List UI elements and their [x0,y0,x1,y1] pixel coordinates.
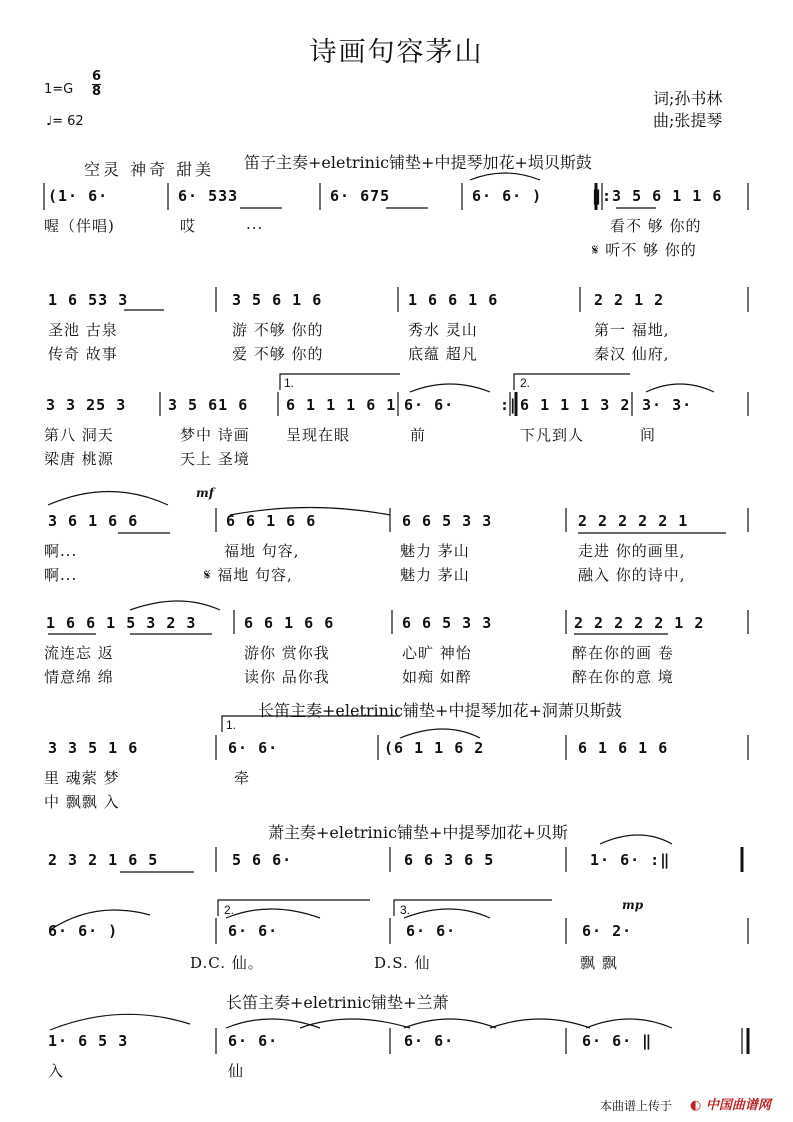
lyric-r2-8: 秦汉 仙府, [594,345,670,363]
notes-r5-m3: 6 6 5 3 3 [402,614,493,632]
instrument-note-3: 萧主奏+eletrinic铺垫+中提琴加花+贝斯 [268,823,568,842]
lyric-r1-4: 看不 够 你的 [610,217,702,235]
lyric-r3-1: 第八 洞天 [44,426,114,444]
logo-icon: ◐ [690,1098,702,1113]
notes-r1-m1: (1· 6· [48,187,109,205]
style-tag: 空灵 神奇 甜美 [84,160,215,179]
instrument-note-1: 笛子主奏+eletrinic铺垫+中提琴加花+埙贝斯鼓 [244,153,592,172]
notes-r6-m4: 6 1 6 1 6 [578,739,669,757]
lyric-r8-3: 飘 飘 [580,954,618,972]
notes-r9-m4: 6· 6· ‖ [582,1032,653,1050]
notes-r8-m1: 6· 6· ) [48,922,119,940]
lyric-r6-1: 里 魂萦 梦 [44,769,120,787]
lyric-r9-2: 仙 [228,1062,245,1080]
volta-4: 2. [224,903,235,917]
lyric-r4-7: 魅力 茅山 [400,566,470,584]
lyric-r5-8: 醉在你的意 境 [572,668,674,686]
notes-r8-m4: 6· 2· [582,922,633,940]
notes-r2-m3: 1 6 6 1 6 [408,291,499,309]
lyric-r5-2: 游你 赏你我 [244,644,330,662]
upload-note: 本曲谱上传于 [600,1099,673,1113]
lyric-r4-1: 啊... [44,542,78,560]
lyric-r5-7: 如痴 如醉 [402,668,472,686]
lyric-r3-8: 天上 圣境 [180,450,250,468]
volta-2: 2. [520,376,531,390]
notes-r9-m2: 6· 6· [228,1032,279,1050]
lyric-r4-2: 福地 句容, [224,542,300,560]
notes-r1-m3: 6· 675 [330,187,391,205]
notes-r3-m4: 6· 6· [404,396,455,414]
notes-r5-m2: 6 6 1 6 6 [244,614,335,632]
logo-text: 中国曲谱网 [705,1098,771,1113]
lyric-r5-5: 情意绵 绵 [44,668,114,686]
notes-r3-m3: 6 1 1 1 6 1 [286,396,397,414]
lyric-r1-1: 喔（伴唱) [44,217,115,235]
lyric-r5-4: 醉在你的画 卷 [572,644,674,662]
lyric-r5-6: 读你 品你我 [244,668,330,686]
song-title: 诗画句容茅山 [309,37,484,68]
notes-r7-m1: 2 3 2 1 6 5 [48,851,159,869]
lyric-r9-1: 入 [48,1062,65,1080]
lyric-r3-4: 前 [410,426,427,444]
lyric-r8-2: D.S. 仙 [374,954,431,972]
time-signature-top: 6 [92,69,102,84]
notes-r2-m4: 2 2 1 2 [594,291,665,309]
lyric-r4-8: 融入 你的诗中, [578,566,686,584]
lyric-r2-6: 爱 不够 你的 [232,345,324,363]
notes-r3-m1: 3 3 25 3 [46,396,127,414]
lyric-r1-2: 哎 [180,217,197,235]
lyric-r3-3: 呈现在眼 [286,426,351,444]
notes-r5-m1: 1 6 6 1 5 3 2 3 [46,614,197,632]
notes-r3-m2: 3 5 61 6 [168,396,249,414]
volta-3: 1. [226,718,237,732]
dynamic-mp: mp [622,898,644,912]
lyric-r2-4: 第一 福地, [594,321,670,339]
notes-r1-m2: 6· 533 [178,187,239,205]
lyric-r3-2: 梦中 诗画 [180,426,250,444]
lyric-r4-4: 走进 你的画里, [578,542,686,560]
key-signature: 1=G [44,82,74,97]
notes-r1-m5: ‖:3 5 6 1 1 6 [592,187,723,205]
notes-r9-m3: 6· 6· [404,1032,455,1050]
notes-r3-m6: 3· 3· [642,396,693,414]
lyric-r6-3: 中 飘飘 入 [44,793,120,811]
volta-5: 3. [400,903,411,917]
notes-r6-m1: 3 3 5 1 6 [48,739,139,757]
notes-r3-m5: :‖6 1 1 1 3 2 [500,396,631,414]
notes-r5-m4: 2 2 2 2 2 1 2 [574,614,705,632]
site-logo [690,1094,771,1113]
lyricist-credit: 词;孙书林 [653,89,723,108]
lyric-r6-2: 牵 [234,769,251,787]
notes-r4-m3: 6 6 5 3 3 [402,512,493,530]
notes-r7-m2: 5 6 6· [232,851,293,869]
lyric-r3-6: 间 [640,426,657,444]
lyric-r4-5: 啊... [44,566,78,584]
instrument-note-2: 长笛主奏+eletrinic铺垫+中提琴加花+洞萧贝斯鼓 [258,701,622,720]
lyric-r1-alt: 𝄋 听不 够 你的 [592,241,697,259]
lyric-r5-3: 心旷 神怡 [402,644,472,662]
lyric-r2-2: 游 不够 你的 [232,321,324,339]
notes-r9-m1: 1· 6 5 3 [48,1032,129,1050]
notes-r7-m3: 6 6 3 6 5 [404,851,495,869]
notes-r4-m1: 3 6 1 6 6 [48,512,139,530]
time-signature-bottom: 8 [92,84,102,99]
notes-r2-m1: 1 6 53 3 [48,291,129,309]
notes-r4-m4: 2 2 2 2 2 1 [578,512,689,530]
lyric-r4-3: 魅力 茅山 [400,542,470,560]
lyric-r2-3: 秀水 灵山 [408,321,478,339]
instrument-note-4: 长笛主奏+eletrinic铺垫+兰萧 [226,993,449,1012]
notes-r7-m4: 1· 6· :‖ [590,851,671,869]
notes-r6-m2: 6· 6· [228,739,279,757]
lyric-r3-5: 下凡到人 [520,426,585,444]
lyric-r3-7: 梁唐 桃源 [44,450,114,468]
notes-r4-m2: 6 6 1 6 6 [226,512,317,530]
notes-r8-m3: 6· 6· [406,922,457,940]
time-signature [92,70,101,99]
tempo-marking: ♩= 62 [46,114,84,129]
dynamic-mf: mf [196,486,214,500]
lyric-r2-5: 传奇 故事 [48,345,118,363]
lyric-r4-6: 𝄋 福地 句容, [204,566,293,584]
lyric-r8-1: D.C. 仙。 [190,954,264,972]
lyric-r2-1: 圣池 古泉 [48,321,118,339]
lyric-r5-1: 流连忘 返 [44,644,114,662]
composer-credit: 曲;张提琴 [653,111,723,130]
volta-1: 1. [284,376,295,390]
lyric-r2-7: 底蕴 超凡 [408,345,478,363]
notes-r8-m2: 6· 6· [228,922,279,940]
notes-r1-m4: 6· 6· ) [472,187,543,205]
notes-r6-m3: (6 1 1 6 2 [384,739,485,757]
notes-r2-m2: 3 5 6 1 6 [232,291,323,309]
lyric-r1-3: ... [246,215,264,233]
